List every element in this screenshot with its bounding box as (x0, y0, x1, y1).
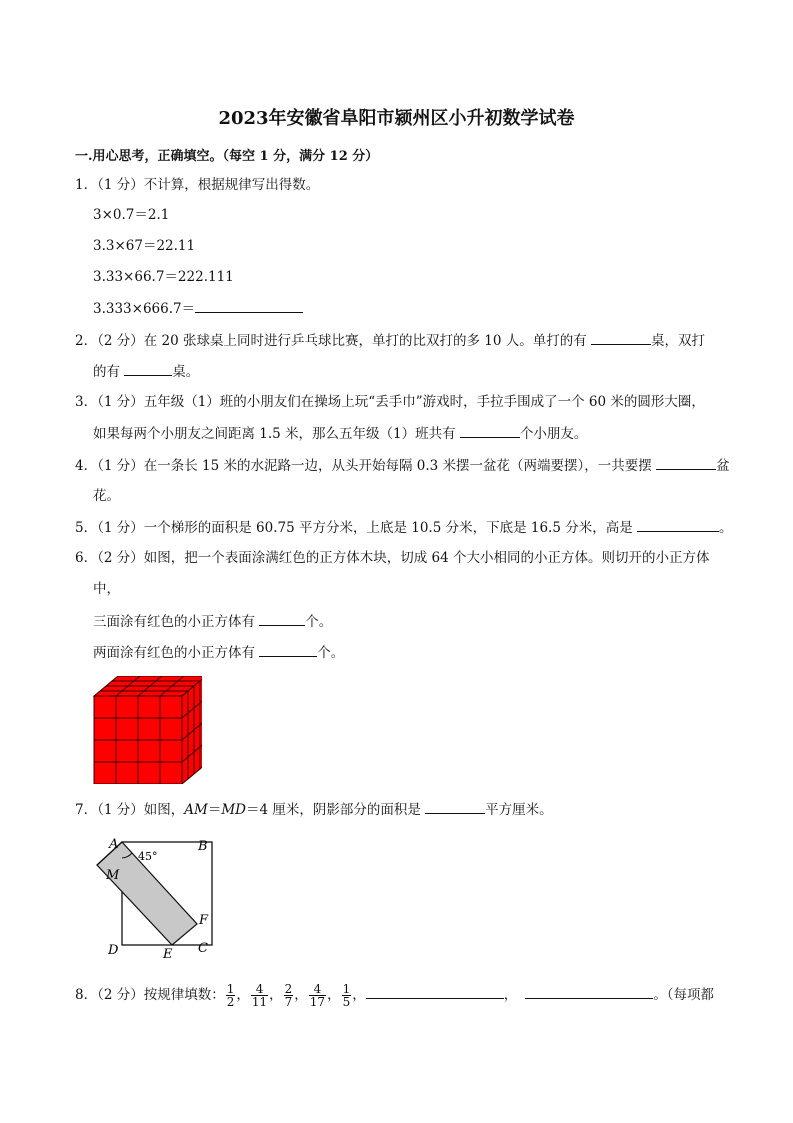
fraction (309, 983, 326, 1008)
cube-front-cell (94, 696, 116, 718)
fraction-denominator: 7 (284, 995, 293, 1009)
cube-side-cell (182, 757, 188, 784)
answer-blank[interactable] (259, 642, 317, 657)
label-m: M (106, 868, 120, 883)
fraction-denominator: 2 (226, 995, 235, 1009)
q5-line-1 (75, 517, 733, 538)
q2-line-1 (75, 330, 705, 351)
label-b: B (198, 839, 208, 854)
cube-side-cell (194, 747, 200, 774)
answer-blank[interactable] (425, 799, 485, 814)
q7-line-1 (75, 799, 553, 820)
fraction (226, 983, 236, 1008)
q3-text-c: 个小朋友。 (519, 426, 588, 442)
fraction-numerator: 4 (251, 983, 268, 996)
cube-front-cell (160, 696, 182, 718)
fraction-denominator: 11 (251, 995, 268, 1009)
cube-front-cell (94, 718, 116, 740)
fraction-separator: ， (294, 987, 308, 1003)
cube-front-cell (138, 740, 160, 762)
fraction (284, 983, 294, 1008)
cube-front-cell (160, 718, 182, 740)
cube-front-cell (138, 762, 160, 784)
label-c: C (198, 941, 208, 956)
q7-md: MD (221, 802, 246, 818)
q8-sep: ， (503, 987, 518, 1003)
fraction-numerator: 2 (284, 982, 293, 996)
q8-line-1 (75, 980, 714, 1010)
label-e: E (163, 947, 173, 962)
answer-blank[interactable] (259, 611, 305, 626)
q1-line-3: 3.33×66.7＝222.111 (93, 269, 234, 285)
fraction-separator: ， (236, 987, 250, 1003)
fraction-numerator: 1 (342, 982, 351, 996)
q8-text-a: 8．（2 分）按规律填数： (75, 987, 225, 1003)
fraction-separator: ， (269, 987, 283, 1003)
q6-line-3 (93, 611, 332, 632)
q1-line-4 (93, 298, 303, 319)
square-geometry-figure (92, 832, 222, 964)
q1-stem: 1．（1 分）不计算，根据规律写出得数。 (75, 177, 320, 193)
cube-front-cell (116, 696, 138, 718)
q3-line-2 (93, 423, 587, 444)
cube-front-cell (160, 740, 182, 762)
cube-side-cell (188, 752, 194, 779)
answer-blank[interactable] (525, 984, 653, 999)
cube-front-cell (116, 762, 138, 784)
fraction-separator: ， (327, 987, 341, 1003)
q6-line-1: 6．（2 分）如图，把一个表面涂满红色的正方体木块，切成 64 个大小相同的小正方体。则切开的小正方体 (75, 550, 710, 566)
q2-text-b: 桌，双打 (651, 333, 706, 349)
answer-blank[interactable] (656, 455, 716, 470)
fraction-sequence (225, 982, 366, 1009)
section-heading: 一.用心思考，正确填空。（每空 1 分，满分 12 分） (75, 149, 379, 164)
cube-front-cell (94, 762, 116, 784)
answer-blank[interactable] (637, 517, 719, 532)
q4-text-a: 4．（1 分）在一条长 15 米的水泥路一边，从头开始每隔 0.3 米摆一盆花（两端要摆），一共要摆 (75, 458, 652, 474)
q1-line-2: 3.3×67＝22.11 (93, 238, 196, 254)
fraction (251, 983, 268, 1008)
q1-line-1: 3×0.7＝2.1 (93, 207, 170, 223)
q4-line-1 (75, 455, 730, 476)
q7-am: AM (184, 802, 208, 818)
answer-blank[interactable] (124, 361, 172, 376)
painted-cube-figure (90, 676, 202, 784)
q7-eq: ＝ (207, 802, 222, 818)
answer-blank[interactable] (460, 423, 520, 438)
q6-text-f: 个。 (317, 645, 345, 661)
label-f: F (199, 913, 209, 928)
q3-line-1: 3．（1 分）五年级（1）班的小朋友们在操场上玩“丢手巾”游戏时，手拉手围成了一个 60 米的圆形大圈， (75, 394, 705, 410)
q6-line-2: 中， (93, 581, 120, 597)
answer-blank[interactable] (195, 298, 303, 313)
answer-blank[interactable] (366, 984, 504, 999)
fraction-numerator: 4 (309, 983, 326, 996)
cube-front-cell (138, 696, 160, 718)
cube-front-cell (94, 740, 116, 762)
cube-front-cell (138, 718, 160, 740)
q6-line-4 (93, 642, 344, 663)
q2-text-d: 桌。 (172, 364, 200, 380)
q6-text-e: 两面涂有红色的小正方体有 (93, 645, 255, 661)
cube-front-cell (160, 762, 182, 784)
q5-text-a: 5．（1 分）一个梯形的面积是 60.75 平方分米，上底是 10.5 分米，下底是 16.5 分米，高是 (75, 520, 633, 536)
q3-text-b: 如果每两个小朋友之间距离 1.5 米，那么五年级（1）班共有 (93, 426, 456, 442)
q2-text-a: 2．（2 分）在 20 张球桌上同时进行乒乓球比赛，单打的比双打的多 10 人。单打的有 (75, 333, 587, 349)
fraction (342, 983, 352, 1008)
page-title: 2023年安徽省阜阳市颍州区小升初数学试卷 (218, 108, 575, 129)
q7-text-b: ＝4 厘米，阴影部分的面积是 (245, 802, 421, 818)
cube-front-cell (116, 740, 138, 762)
fraction-denominator: 5 (342, 995, 351, 1009)
q7-text-c: 平方厘米。 (485, 802, 553, 818)
cube-front-cell (116, 718, 138, 740)
fraction-denominator: 17 (309, 995, 326, 1009)
q6-text-c: 三面涂有红色的小正方体有 (93, 614, 255, 630)
q7-text-a: 7．（1 分）如图， (75, 802, 185, 818)
q6-text-d: 个。 (305, 614, 333, 630)
q4-text-b: 盆 (716, 458, 730, 474)
fraction-numerator: 1 (226, 982, 235, 996)
fraction-separator: ， (352, 987, 366, 1003)
q1-line-4-text: 3.333×666.7＝ (93, 301, 196, 317)
q2-text-c: 的有 (93, 364, 120, 380)
label-d: D (108, 943, 119, 958)
q2-line-2 (93, 361, 199, 382)
label-a: A (109, 837, 119, 852)
answer-blank[interactable] (591, 330, 651, 345)
q5-text-b: 。 (719, 520, 733, 536)
angle-label: 45° (138, 850, 158, 863)
q8-end: 。（每项都 (653, 987, 714, 1003)
q4-line-2: 花。 (93, 488, 120, 504)
